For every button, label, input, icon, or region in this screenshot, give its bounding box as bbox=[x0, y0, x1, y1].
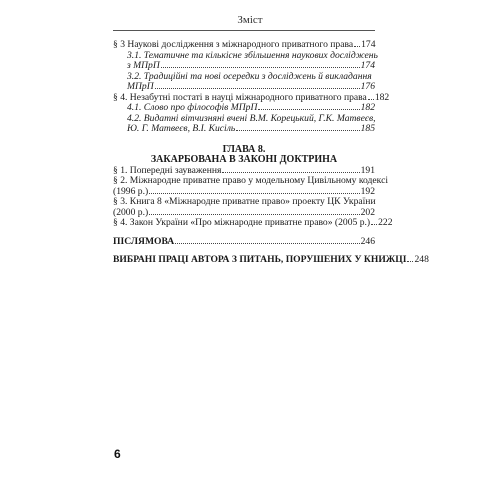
toc-page-number: 246 bbox=[360, 235, 375, 247]
toc-entry-title-cont: (2000 р.) bbox=[113, 206, 149, 218]
toc-entry-selected-works bbox=[113, 254, 429, 266]
toc-entry-ch8-3 bbox=[113, 197, 375, 218]
toc-entry-title: § 1. Попередні зауваження bbox=[113, 164, 222, 176]
toc-page-number: 176 bbox=[360, 81, 375, 92]
toc-page-number: 202 bbox=[360, 206, 375, 218]
toc-entry-title: § 2. Міжнародне приватне право у модельному Цивільному кодексі bbox=[113, 175, 389, 186]
toc-entry-title: § 4. Незабутні постаті в науці міжнародного приватного права bbox=[113, 91, 367, 103]
dot-leader bbox=[149, 192, 359, 194]
dot-leader bbox=[236, 129, 359, 131]
chapter-number: ГЛАВА 8. bbox=[222, 143, 266, 155]
toc-entry-title: 4.1. Слово про філософів МПрП bbox=[127, 102, 258, 113]
dot-leader bbox=[155, 87, 360, 89]
toc-page-number: 174 bbox=[360, 60, 375, 71]
toc-entry-title-cont: Ю. Г. Матвеєв, В.І. Кисіль bbox=[127, 123, 236, 134]
dot-leader bbox=[149, 213, 359, 215]
toc-page-number: 222 bbox=[378, 217, 393, 228]
toc-entry-title: 3.1. Тематичне та кількісне збільшення наукових досліджень bbox=[127, 49, 378, 61]
toc-page-number: 182 bbox=[374, 91, 390, 103]
toc-page-number: 192 bbox=[360, 185, 375, 197]
toc-entry-ch8-2 bbox=[113, 175, 389, 197]
toc-entry-title: ВИБРАНІ ПРАЦІ АВТОРА З ПИТАНЬ, ПОРУШЕНИХ У КНИЖЦІ bbox=[113, 254, 407, 265]
chapter-title: ЗАКАРБОВАНА В ЗАКОНІ ДОКТРИНА bbox=[150, 154, 338, 165]
dot-leader bbox=[368, 98, 374, 100]
toc-entry-s4-1 bbox=[113, 103, 375, 114]
header-rule bbox=[113, 30, 375, 31]
dot-leader bbox=[407, 260, 413, 262]
toc-entry-title-cont: з МПрП bbox=[127, 60, 160, 71]
toc-entry-title-cont: МПрП bbox=[127, 81, 154, 92]
page-number: 6 bbox=[114, 447, 121, 461]
toc-page-number: 174 bbox=[361, 39, 376, 50]
toc-entry-s3-1 bbox=[113, 49, 378, 72]
dot-leader bbox=[222, 171, 359, 173]
toc-entry-title-cont: (1996 р.) bbox=[113, 185, 149, 197]
dot-leader bbox=[354, 45, 360, 47]
toc-entry-title: ПІСЛЯМОВА bbox=[113, 235, 175, 247]
toc-page-number: 185 bbox=[360, 123, 375, 134]
dot-leader bbox=[258, 108, 359, 110]
dot-leader bbox=[161, 66, 360, 68]
toc-page-number: 182 bbox=[360, 102, 375, 113]
toc-entry-ch8-4 bbox=[113, 217, 393, 229]
toc-entry-title: 3.2. Традиційні та нові осередки з досліджень й викладання bbox=[127, 70, 372, 82]
toc-entry-s3 bbox=[113, 40, 375, 51]
running-head: Зміст bbox=[237, 14, 263, 26]
toc-entry-s4-2 bbox=[113, 114, 375, 135]
toc-entry-afterword bbox=[113, 237, 375, 248]
toc-entry-title: 4.2. Видатні вітчизняні вчені В.М. Корецький, Г.К. Матвеєв, bbox=[127, 112, 376, 124]
chapter-heading bbox=[113, 145, 375, 166]
toc-entry-s3-2 bbox=[113, 72, 375, 93]
toc-entry-title: § 3. Книга 8 «Міжнародне приватне право» проекту ЦК України bbox=[113, 196, 376, 207]
toc-page-number: 248 bbox=[414, 254, 429, 265]
toc-page-number: 191 bbox=[360, 164, 375, 176]
dot-leader bbox=[175, 242, 359, 244]
toc-entry-title: § 3 Наукові дослідження з міжнародного приватного права bbox=[113, 39, 354, 50]
dot-leader bbox=[371, 223, 377, 225]
table-of-contents bbox=[113, 39, 429, 266]
toc-entry-title: § 4. Закон України «Про міжнародне приватне право» (2005 р.) bbox=[113, 217, 371, 228]
